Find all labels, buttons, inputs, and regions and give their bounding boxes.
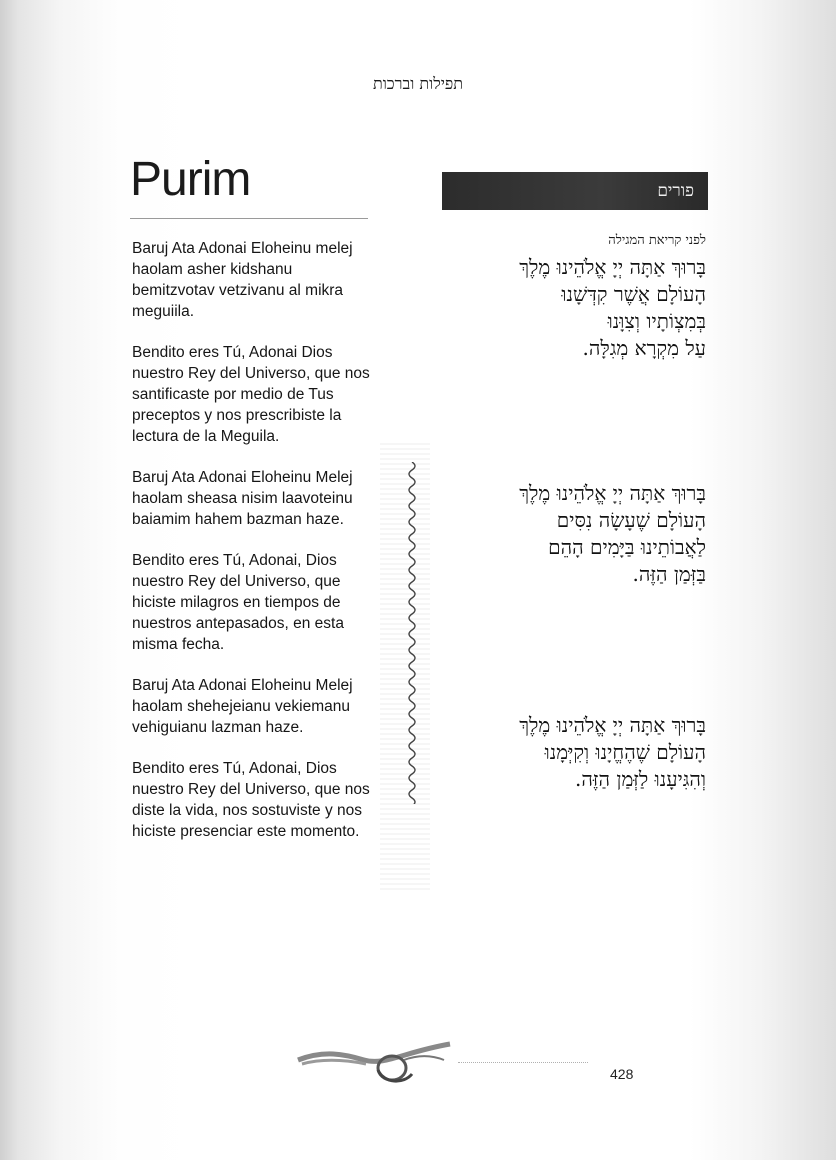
paragraph: Bendito eres Tú, Adonai, Dios nuestro Rey del Universo, que hiciste milagros en tiempos de nuestros antepasados, en esta misma fecha. [132, 552, 344, 653]
title-rule [130, 218, 368, 219]
hebrew-line: עַל מִקְרָא מְגִלָּה. [582, 336, 706, 360]
hebrew-line: הָעוֹלָם שֶׁעָשָׂה נִסִּים [556, 508, 706, 532]
paragraph: Baruj Ata Adonai Eloheinu melej haolam asher kidshanu bemitzvotav vetzivanu al mikra meguiila. [132, 240, 353, 320]
paragraph: Bendito eres Tú, Adonai Dios nuestro Rey del Universo, que nos santificaste por medio de Tus preceptos y nos prescribiste la lectura de la Meguila. [132, 344, 370, 445]
hebrew-line: בַּזְּמַן הַזֶּה. [632, 562, 706, 586]
paragraph: Baruj Ata Adonai Eloheinu Melej haolam shehejeianu vekiemanu vehiguianu lazman haze. [132, 677, 353, 736]
paragraph: Bendito eres Tú, Adonai, Dios nuestro Rey del Universo, que nos diste la vida, nos sostuviste y nos hiciste presenciar este momento. [132, 760, 370, 840]
ribbon-ornament-icon [294, 1030, 454, 1090]
hebrew-blessing [430, 254, 706, 362]
hebrew-line: בָּרוּךְ אַתָּה יְיָ אֱלֹהֵינוּ מֶלֶךְ [519, 481, 706, 505]
transliteration-column [132, 238, 372, 862]
hebrew-blessing [430, 480, 706, 588]
hebrew-line: לַאֲבוֹתֵינוּ בַּיָּמִים הָהֵם [548, 535, 706, 559]
paragraph: Baruj Ata Adonai Eloheinu Melej haolam sheasa nisim laavoteinu baiamim hahem bazman haze. [132, 469, 353, 528]
hebrew-title-bar [442, 172, 708, 210]
footer-rule [458, 1062, 588, 1063]
hebrew-title: פורים [657, 181, 694, 201]
hebrew-line: בְּמִצְוֹתָיו וְצִוָּנוּ [607, 309, 706, 333]
instruction-text: לפני קריאת המגילה [608, 233, 706, 248]
hebrew-line: הָעוֹלָם שֶׁהֶחֱיָנוּ וְקִיְּמָנוּ [544, 740, 706, 764]
hebrew-line: בָּרוּךְ אַתָּה יְיָ אֱלֹהֵינוּ מֶלֶךְ [519, 255, 706, 279]
page-number: 428 [610, 1066, 634, 1082]
wavy-divider [404, 462, 420, 804]
page-title: Purim [130, 153, 251, 206]
hebrew-line: הָעוֹלָם אֲשֶׁר קִדְּשָׁנוּ [561, 282, 706, 306]
hebrew-line: וְהִגִּיעָנוּ לַזְּמַן הַזֶּה. [575, 767, 706, 791]
page-header: תפילות וברכות [372, 74, 464, 93]
hebrew-blessing [430, 712, 706, 793]
hebrew-line: בָּרוּךְ אַתָּה יְיָ אֱלֹהֵינוּ מֶלֶךְ [519, 713, 706, 737]
